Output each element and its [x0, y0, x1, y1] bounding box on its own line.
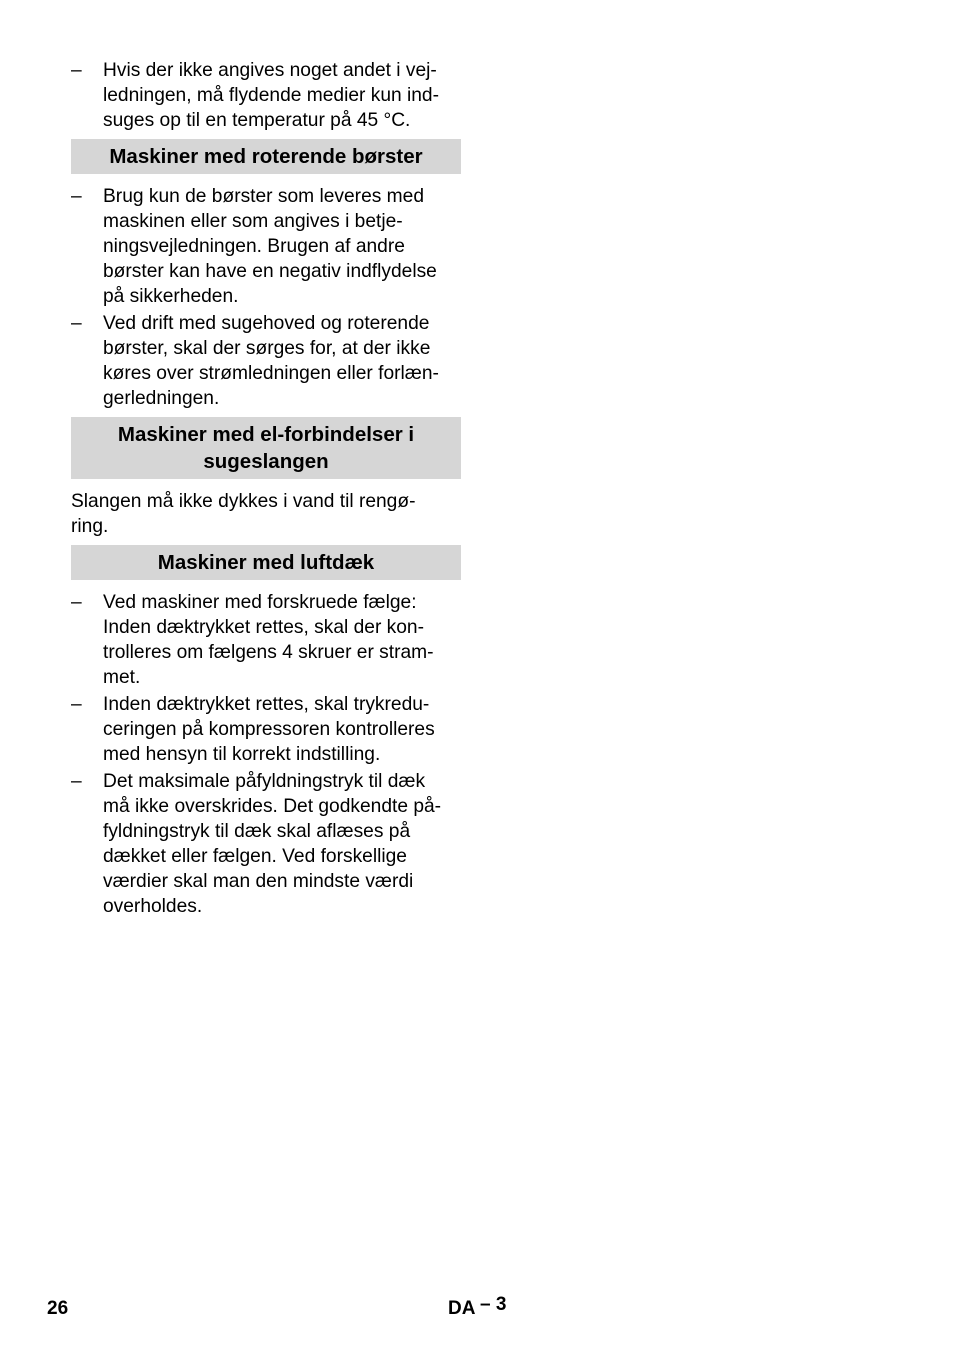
text-line: Brug kun de børster som leveres med	[103, 186, 424, 207]
text-line: maskinen eller som angives i betje-	[103, 211, 403, 232]
text-line: ningsvejledningen. Brugen af andre	[103, 236, 405, 257]
text-line: værdier skal man den mindste værdi	[103, 871, 414, 892]
list-item	[71, 184, 461, 309]
footer-separator: –	[480, 1294, 491, 1315]
paragraph	[71, 489, 461, 539]
text-line: ledningen, må flydende medier kun ind-	[103, 85, 439, 106]
heading-line: Maskiner med luftdæk	[157, 551, 375, 574]
list-item	[71, 311, 461, 411]
section-page-label	[448, 1294, 507, 1320]
heading-line: Maskiner med el-forbindelser i	[117, 423, 415, 446]
section-heading	[71, 139, 461, 174]
bullet-dash: –	[71, 60, 82, 81]
list-item	[71, 590, 461, 690]
text-line: Hvis der ikke angives noget andet i vej-	[103, 60, 437, 81]
text-line: Det maksimale påfyldningstryk til dæk	[103, 771, 426, 792]
text-line: Inden dæktrykket rettes, skal der kon-	[103, 617, 424, 638]
heading-line: sugeslangen	[203, 450, 329, 473]
text-line: ring.	[71, 516, 109, 537]
list-item	[71, 692, 461, 767]
text-line: ceringen på kompressoren kontrolleres	[103, 719, 435, 740]
bullet-dash: –	[71, 186, 82, 207]
bullet-dash: –	[71, 771, 82, 792]
bullet-dash: –	[71, 592, 82, 613]
text-line: dækket eller fælgen. Ved forskellige	[103, 846, 407, 867]
section	[71, 139, 461, 411]
bullet-dash: –	[71, 313, 82, 334]
text-line: Inden dæktrykket rettes, skal trykredu-	[103, 694, 430, 715]
text-line: overholdes.	[103, 896, 203, 917]
text-line: børster, skal der sørges for, at der ikke	[103, 338, 431, 359]
section	[71, 58, 461, 133]
section-heading	[71, 545, 461, 580]
section	[71, 417, 461, 539]
page-number: 26	[47, 1298, 69, 1319]
text-line: må ikke overskrides. Det godkendte på-	[103, 796, 442, 817]
list-item	[71, 769, 461, 919]
list-item	[71, 58, 461, 133]
bullet-dash: –	[71, 694, 82, 715]
text-line: fyldningstryk til dæk skal aflæses på	[103, 821, 411, 842]
text-line: gerledningen.	[103, 388, 220, 409]
text-line: met.	[103, 667, 141, 688]
text-line: med hensyn til korrekt indstilling.	[103, 744, 381, 765]
text-line: børster kan have en negativ indflydelse	[103, 261, 437, 282]
heading-line: Maskiner med roterende børster	[109, 145, 423, 168]
section	[71, 545, 461, 919]
text-line: Ved drift med sugehoved og roterende	[103, 313, 430, 334]
text-line: Slangen må ikke dykkes i vand til rengø-	[71, 491, 416, 512]
section-page-number: 3	[495, 1294, 507, 1315]
text-line: på sikkerheden.	[103, 286, 239, 307]
language-code: DA	[448, 1298, 475, 1319]
text-line: køres over strømledningen eller forlæn-	[103, 363, 439, 384]
text-line: trolleres om fælgens 4 skruer er stram-	[103, 642, 434, 663]
text-line: Ved maskiner med forskruede fælge:	[103, 592, 417, 613]
section-heading	[71, 417, 461, 479]
content-column	[71, 58, 461, 921]
text-line: suges op til en temperatur på 45 °C.	[103, 110, 411, 131]
